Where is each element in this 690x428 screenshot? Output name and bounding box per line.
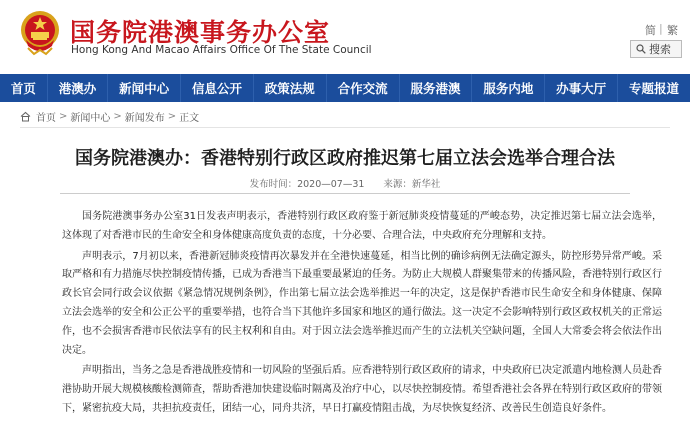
breadcrumb-news-center[interactable]: 新闻中心 bbox=[70, 113, 111, 124]
lang-separator: | bbox=[659, 22, 663, 35]
nav-item-home[interactable]: 首页 bbox=[0, 74, 48, 102]
home-icon bbox=[20, 111, 31, 122]
nav-item-special-reports[interactable]: 专题报道 bbox=[629, 81, 680, 96]
breadcrumb-current: 正文 bbox=[179, 113, 200, 124]
site-subtitle: Hong Kong And Macao Affairs Office Of The State Council bbox=[71, 44, 372, 56]
article-paragraph: 声明表示，7月初以来，香港新冠肺炎疫情再次暴发并在全港快速蔓延，相当比例的确诊病例无法确定源头，防控形势异常严峻。采取严格和有力措施尽快控制疫情传播，已成为香港当下最重要最紧迫的任务。为防止大规模人群聚集带来的传播风险，香港特别行政区行政长官会同行政会议依据《紧急情况规例条例》，作出第七届立法会选举推迟一年的决定，这是保护香港市民生命安全和身体健康、保障立法会选举的安全和公正公平的重要举措，也符合当下其他许多国家和地区的通行做法。这一决定不会影响特别行政区政权机关的正常运作，也不会损害香港市民依法享有的民主权利和自由。对于因立法会选举推迟而产生的立法机关空缺问题，全国人大常委会将会依法作出决定。 bbox=[62, 250, 662, 356]
nav-item-cooperation[interactable]: 合作交流 bbox=[327, 74, 400, 102]
breadcrumb-news-release[interactable]: 新闻发布 bbox=[124, 113, 165, 124]
breadcrumb-separator: > bbox=[113, 111, 122, 122]
site-header bbox=[0, 0, 690, 74]
nav-item-serve-mainland[interactable]: 服务内地 bbox=[472, 74, 545, 102]
breadcrumb bbox=[20, 110, 670, 128]
article-paragraph: 声明指出，当务之急是香港战胜疫情和一切风险的坚强后盾。应香港特别行政区政府的请求，中央政府已决定派遣内地检测人员赴香港协助开展大规模核酸检测筛查，帮助香港加快建设临时隔离及治疗中心，以尽快控制疫情。希望香港社会各界在特别行政区政府的带领下，紧密抗疫大局，共担抗疫责任，团结一心，同舟共济，早日打赢疫情阻击战，为尽快恢复经济、改善民生创造良好条件。 bbox=[62, 365, 662, 414]
lang-simplified-link[interactable]: 简 bbox=[645, 24, 656, 37]
nav-item-info-disclosure[interactable]: 信息公开 bbox=[181, 74, 254, 102]
nav-item-service-hall[interactable]: 办事大厅 bbox=[545, 74, 618, 102]
nav-item-policies[interactable]: 政策法规 bbox=[254, 74, 327, 102]
breadcrumb-separator: > bbox=[59, 111, 68, 122]
search-label: 搜索 bbox=[649, 43, 671, 56]
article-title: 国务院港澳办：香港特别行政区政府推迟第七届立法会选举合理合法 bbox=[75, 148, 615, 169]
lang-traditional-link[interactable]: 繁 bbox=[667, 24, 678, 37]
meta-divider bbox=[60, 193, 630, 194]
search-button[interactable] bbox=[630, 40, 682, 58]
nav-item-office[interactable]: 港澳办 bbox=[48, 74, 108, 102]
article-meta: 发布时间：2020—07—31 来源：新华社 bbox=[249, 179, 441, 190]
national-emblem-icon bbox=[20, 10, 60, 56]
site-title[interactable]: 国务院港澳事务办公室 bbox=[70, 18, 331, 47]
breadcrumb-separator: > bbox=[167, 111, 177, 122]
article-paragraph: 国务院港澳事务办公室31日发表声明表示，香港特别行政区政府鉴于新冠肺炎疫情蔓延的严峻态势，决定推迟第七届立法会选举，这体现了对香港市民的生命安全和身体健康高度负责的态度，十分必要、合理合法，中央政府充分理解和支持。 bbox=[62, 211, 662, 241]
nav-item-serve-hkmacao[interactable]: 服务港澳 bbox=[400, 74, 473, 102]
main-nav bbox=[0, 74, 690, 102]
breadcrumb-home[interactable]: 首页 bbox=[36, 113, 56, 124]
article-body bbox=[62, 208, 662, 421]
nav-item-news[interactable]: 新闻中心 bbox=[108, 74, 181, 102]
search-icon bbox=[636, 44, 646, 54]
